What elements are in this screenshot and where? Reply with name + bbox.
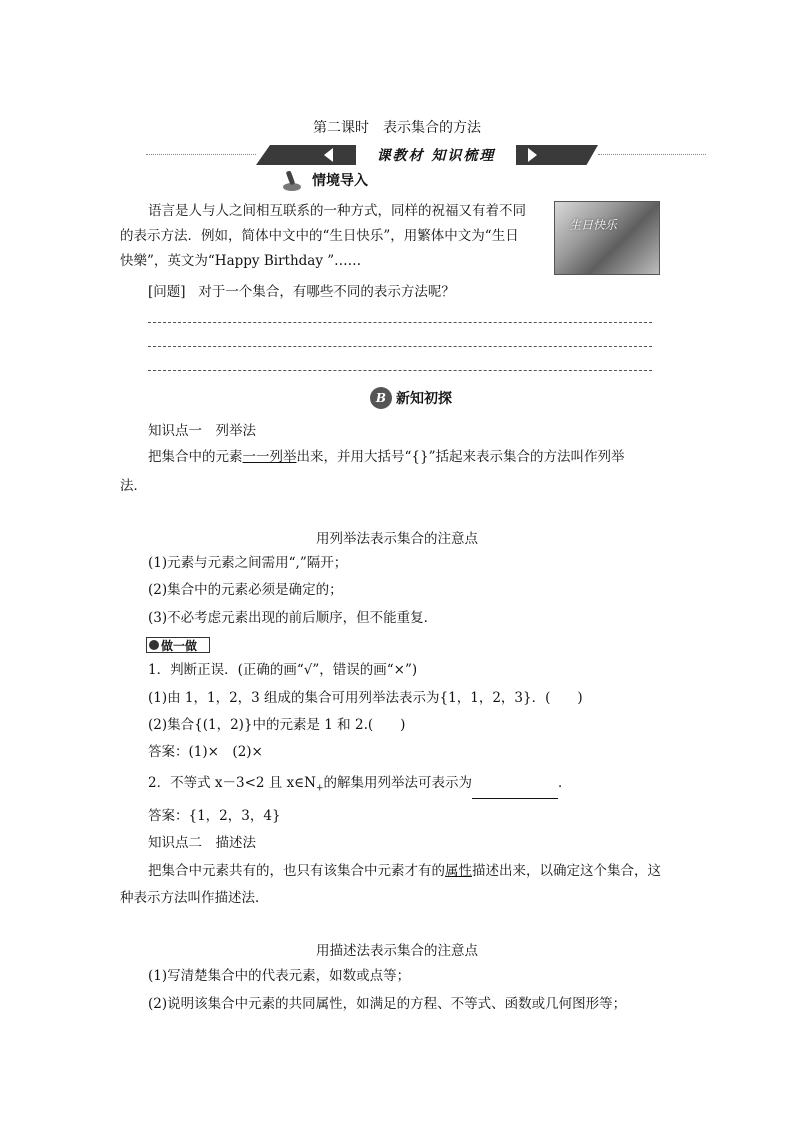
def-text: 出来，并用大括号“{}”括起来表示集合的方法叫作列举 [296,449,625,465]
def-text: 把集合中的元素 [148,449,243,465]
pen-icon [282,168,308,192]
knowledge-point-1-def [148,446,678,468]
heart-icon [149,640,159,650]
def-text: 描述出来，以确定这个集合，这 [472,863,661,879]
knowledge-point-2-title: 知识点二 描述法 [148,835,256,851]
knowledge-point-2-def [148,860,678,882]
page-title: 第二课时 表示集合的方法 [313,120,481,136]
exercise-2-subscript: + [316,783,324,794]
exercise-2-text: 2．不等式 x－3<2 且 x∈N [148,775,316,791]
exercise-1-stem: 1．判断正误．(正确的画“√”，错误的画“×”) [148,662,418,678]
new-knowledge-icon: B [370,387,392,409]
note-1-item: (3)不必考虑元素出现的前后顺序，但不能重复． [148,610,438,626]
def-text: 把集合中元素共有的，也只有该集合中元素才有的 [148,863,445,879]
exercise-2-text: 的解集用列举法可表示为 [323,775,473,791]
exercise-1-item-a: (1)由 1，1，2，3 组成的集合可用列举法表示为{1，1，2，3}．( ) [148,690,583,706]
note-1-title: 用列举法表示集合的注意点 [316,531,478,547]
section-heading-text: 新知初探 [396,391,452,407]
intro-line-1: 语言是人与人之间相互联系的一种方式，同样的祝福又有着不同 [148,203,526,219]
exercise-2-blank[interactable] [472,785,558,799]
def-underlined: 属性 [445,863,472,879]
practice-tag-label: 做一做 [161,638,198,653]
knowledge-point-1-title: 知识点一 列举法 [148,423,256,439]
intro-line-2: 的表示方法．例如，简体中文中的“生日快乐”，用繁体中文为“生日 [120,228,519,244]
banner-dark-left [256,145,356,165]
knowledge-point-2-def-end: 种表示方法叫作描述法． [120,890,269,906]
note-1-item: (1)元素与元素之间需用“,”隔开； [148,555,348,571]
note-2-title: 用描述法表示集合的注意点 [316,943,478,959]
def-underlined: 一一列举 [242,449,297,465]
intro-line-3: 快樂”，英文为“Happy Birthday ”…… [120,253,362,269]
answer-line-2[interactable] [148,346,652,347]
note-2-item: (1)写清楚集合中的代表元素，如数或点等； [148,968,411,984]
banner-dotted-line-right [598,154,706,155]
answer-line-3[interactable] [148,370,652,371]
question-tag: [问题] [148,284,186,300]
birthday-image [554,201,660,275]
knowledge-point-1-def-end: 法． [120,478,147,494]
answer-line-1[interactable] [148,322,652,323]
banner-arrow-right-icon [528,148,537,162]
exercise-1-item-b: (2)集合{(1，2)}中的元素是 1 和 2.( ) [148,717,406,733]
exercise-1-answer: 答案：(1)× (2)× [148,744,263,760]
banner-label: 课教材 知识梳理 [356,145,516,165]
question-text: 对于一个集合，有哪些不同的表示方法呢？ [198,284,455,300]
exercise-2-answer: 答案：{1，2，3，4} [148,808,281,824]
section-heading-intro [282,168,368,192]
practice-tag [146,637,210,653]
section-heading-text: 情境导入 [312,173,368,189]
banner-dotted-line-left [146,154,256,155]
question-line [148,282,455,302]
section-banner [146,143,706,167]
note-1-item: (2)集合中的元素必须是确定的； [148,582,343,598]
banner-arrow-left-icon [324,148,333,162]
exercise-2-stem [148,773,572,799]
birthday-image-caption: 生日快乐 [569,218,618,232]
note-2-item: (2)说明该集合中元素的共同属性，如满足的方程、不等式、函数或几何图形等； [148,996,627,1012]
section-heading-new [370,387,452,409]
exercise-2-text: ． [558,775,572,791]
